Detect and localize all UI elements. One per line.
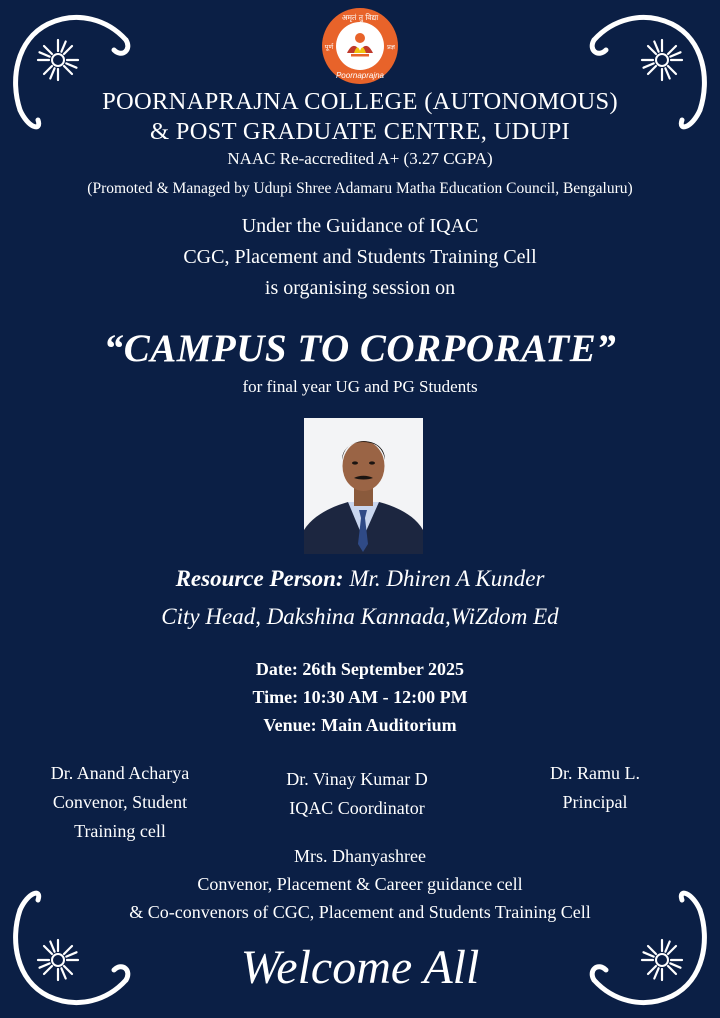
- convenor-left-role-2: Training cell: [74, 821, 166, 841]
- convenor-bottom-name: Mrs. Dhanyashree: [294, 846, 426, 866]
- convenor-bottom-role-2: & Co-convenors of CGC, Placement and Students Training Cell: [129, 902, 591, 922]
- promoted-by-text: (Promoted & Managed by Udupi Shree Adamaru Matha Education Council, Bengaluru): [87, 180, 633, 197]
- resource-person-name: Mr. Dhiren A Kunder: [349, 566, 545, 591]
- organizer-text: CGC, Placement and Students Training Cell: [183, 246, 537, 268]
- logo-left-text: पूर्ण: [324, 43, 334, 51]
- convenor-left: [20, 759, 220, 846]
- principal-name: Dr. Ramu L.: [550, 763, 640, 783]
- resource-person-photo: [304, 418, 423, 554]
- logo-motto-text: अमृतं तु विद्या: [341, 13, 379, 22]
- iqac-coordinator-name: Dr. Vinay Kumar D: [286, 769, 428, 789]
- iqac-coordinator-role: IQAC Coordinator: [289, 798, 425, 818]
- principal-role: Principal: [562, 792, 628, 812]
- logo-right-text: प्रज्ञ: [387, 43, 395, 51]
- convenor-left-name: Dr. Anand Acharya: [50, 763, 190, 783]
- resource-person-designation: City Head, Dakshina Kannada,WiZdom Ed: [161, 604, 559, 629]
- resource-person-label: Resource Person:: [175, 566, 344, 591]
- college-name-line-1: POORNAPRAJNA COLLEGE (AUTONOMOUS): [102, 88, 618, 115]
- event-venue: Venue: Main Auditorium: [263, 715, 457, 735]
- convenor-bottom-role-1: Convenor, Placement & Career guidance cell: [197, 874, 523, 894]
- organising-text: is organising session on: [264, 277, 456, 299]
- convenor-left-role-1: Convenor, Student: [52, 792, 188, 812]
- college-logo: [321, 7, 399, 85]
- college-name-line-2: & POST GRADUATE CENTRE, UDUPI: [149, 118, 570, 145]
- iqac-coordinator: [257, 765, 457, 823]
- logo-name-text: Poornaprajna: [335, 71, 385, 80]
- event-date: Date: 26th September 2025: [255, 659, 465, 679]
- audience-text: for final year UG and PG Students: [242, 377, 478, 396]
- guidance-text: Under the Guidance of IQAC: [241, 215, 479, 237]
- event-title: “CAMPUS TO CORPORATE”: [103, 327, 617, 370]
- resource-person-line: [0, 566, 720, 592]
- welcome-text: Welcome All: [240, 941, 480, 994]
- accreditation-text: NAAC Re-accredited A+ (3.27 CGPA): [227, 149, 493, 168]
- event-time: Time: 10:30 AM - 12:00 PM: [252, 687, 468, 707]
- principal: [495, 759, 695, 817]
